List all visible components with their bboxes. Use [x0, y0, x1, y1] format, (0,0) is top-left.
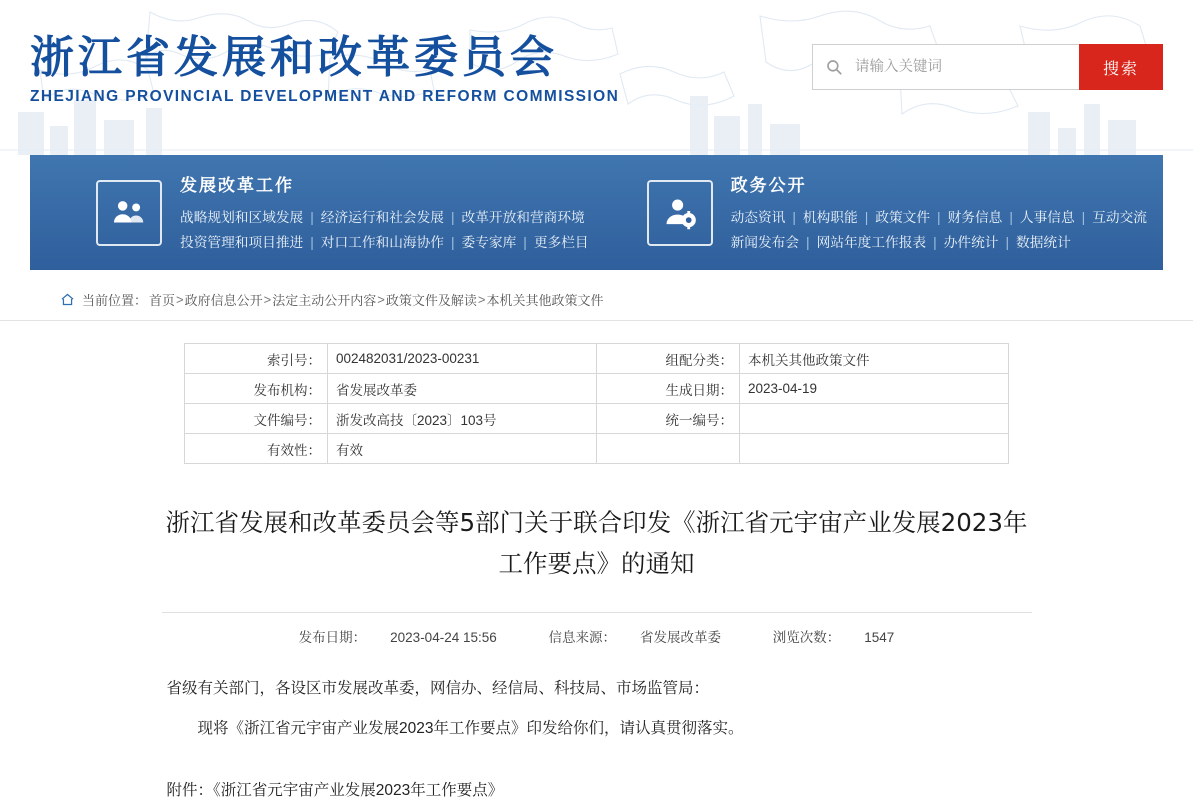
nav-column-affairs	[633, 171, 1147, 255]
article-views-value: 1547	[864, 630, 895, 645]
nav-link-functions[interactable]: 机构职能	[802, 209, 858, 225]
document-meta-table	[184, 343, 1009, 464]
search-icon	[825, 58, 843, 76]
nav-link-economy[interactable]: 经济运行和社会发展	[320, 209, 444, 225]
meta-key-category: 组配分类：	[597, 344, 740, 374]
site-logo-en: ZHEJIANG PROVINCIAL DEVELOPMENT AND REFORM COMMISSION	[30, 88, 620, 106]
breadcrumb-item-statutory[interactable]: 法定主动公开内容	[272, 293, 377, 308]
search-input[interactable]	[853, 58, 1079, 76]
meta-value-index: 002482031/2023-00231	[328, 344, 597, 374]
article-paragraph-attachment: 附件：《浙江省元宇宙产业发展2023年工作要点》	[166, 782, 504, 799]
nav-title-development: 发展改革工作	[180, 175, 294, 195]
nav-link-strategy[interactable]: 战略规划和区域发展	[180, 209, 304, 225]
table-row	[185, 344, 1009, 374]
breadcrumb-sep-2: >	[263, 292, 272, 307]
breadcrumb-item-current[interactable]: 本机关其他政策文件	[486, 293, 604, 308]
breadcrumb-bar	[0, 290, 1193, 321]
meta-value-created: 2023-04-19	[740, 374, 1009, 404]
article-pubdate-value: 2023-04-24 15:56	[390, 630, 497, 645]
breadcrumb-item-gov-info[interactable]: 政府信息公开	[184, 293, 263, 308]
breadcrumb-item-policy-docs[interactable]: 政策文件及解读	[385, 293, 477, 308]
nav-link-case-stats[interactable]: 办件统计	[943, 234, 999, 250]
meta-key-publisher: 发布机构：	[185, 374, 328, 404]
person-gear-icon	[647, 180, 713, 246]
search-button[interactable]: 搜索	[1079, 44, 1163, 90]
meta-value-empty	[740, 434, 1009, 464]
page-title: 浙江省发展和改革委员会等5部门关于联合印发《浙江省元宇宙产业发展2023年工作要点》的通知	[165, 508, 1028, 578]
meta-value-unifiednumber	[740, 404, 1009, 434]
nav-link-data-stats[interactable]: 数据统计	[1016, 234, 1071, 250]
nav-title-affairs: 政务公开	[730, 175, 807, 195]
nav-links-development-row2: 投资管理和项目推进 | 对口工作和山海协作 | 委专家库 | 更多栏目	[180, 234, 589, 250]
nav-link-press-conference[interactable]: 新闻发布会	[730, 234, 800, 250]
article-paragraph-salutation: 省级有关部门，各设区市发展改革委，网信办、经信局、科技局、市场监管局：	[166, 680, 710, 697]
article-paragraph-main: 现将《浙江省元宇宙产业发展2023年工作要点》印发给你们，请认真贯彻落实。	[197, 720, 744, 737]
article-meta-bar	[162, 612, 1032, 646]
users-icon	[96, 180, 162, 246]
nav-link-more[interactable]: 更多栏目	[533, 234, 589, 250]
site-logo-cn: 浙江省发展和改革委员会	[30, 32, 558, 83]
nav-link-annual-report[interactable]: 网站年度工作报表	[816, 234, 927, 250]
meta-value-publisher: 省发展改革委	[328, 374, 597, 404]
home-icon	[60, 292, 75, 307]
nav-link-reform[interactable]: 改革开放和营商环境	[461, 209, 585, 225]
search-field[interactable]	[812, 44, 1079, 90]
meta-key-index: 索引号：	[185, 344, 328, 374]
breadcrumb-sep-4: >	[477, 292, 486, 307]
nav-link-interaction[interactable]: 互动交流	[1092, 209, 1147, 225]
article-pubdate-label: 发布日期：	[298, 630, 367, 645]
nav-link-cooperation[interactable]: 对口工作和山海协作	[320, 234, 444, 250]
table-row	[185, 404, 1009, 434]
nav-link-expert-db[interactable]: 委专家库	[461, 234, 517, 250]
meta-value-category: 本机关其他政策文件	[740, 344, 1009, 374]
nav-link-personnel[interactable]: 人事信息	[1019, 209, 1075, 225]
article	[67, 502, 1127, 808]
meta-key-empty	[597, 434, 740, 464]
article-views	[761, 630, 907, 645]
nav-column-development	[46, 171, 633, 255]
nav-link-policy-docs[interactable]: 政策文件	[875, 209, 931, 225]
meta-value-validity: 有效	[328, 434, 597, 464]
meta-key-unifiednumber: 统一编号：	[597, 404, 740, 434]
main-nav-band	[30, 155, 1163, 270]
table-row	[185, 434, 1009, 464]
meta-value-docnumber: 浙发改高技〔2023〕103号	[328, 404, 597, 434]
meta-key-created: 生成日期：	[597, 374, 740, 404]
nav-link-investment[interactable]: 投资管理和项目推进	[180, 234, 304, 250]
nav-link-news[interactable]: 动态资讯	[730, 209, 786, 225]
nav-link-finance[interactable]: 财务信息	[947, 209, 1003, 225]
article-spacer	[167, 752, 1027, 774]
breadcrumb-label: 当前位置：	[82, 293, 148, 308]
article-pubdate	[287, 630, 509, 645]
breadcrumb-sep-3: >	[377, 292, 385, 307]
breadcrumb-sep-1: >	[176, 292, 184, 307]
article-source-value: 省发展改革委	[640, 630, 722, 645]
nav-links-affairs-row1: 动态资讯 | 机构职能 | 政策文件 | 财务信息 | 人事信息 | 互动交流	[730, 209, 1147, 225]
breadcrumb-item-home[interactable]: 首页	[149, 293, 176, 308]
meta-key-validity: 有效性：	[185, 434, 328, 464]
nav-links-affairs-row2: 新闻发布会 | 网站年度工作报表 | 办件统计 | 数据统计	[730, 234, 1071, 250]
search-box	[812, 44, 1163, 90]
article-source	[537, 630, 734, 645]
nav-links-development-row1: 战略规划和区域发展 | 经济运行和社会发展 | 改革开放和营商环境	[180, 209, 585, 225]
table-row	[185, 374, 1009, 404]
article-source-label: 信息来源：	[548, 630, 617, 645]
site-header	[0, 0, 1193, 155]
breadcrumb	[60, 290, 1193, 309]
site-logo[interactable]	[30, 34, 619, 106]
meta-key-docnumber: 文件编号：	[185, 404, 328, 434]
article-views-label: 浏览次数：	[772, 630, 841, 645]
